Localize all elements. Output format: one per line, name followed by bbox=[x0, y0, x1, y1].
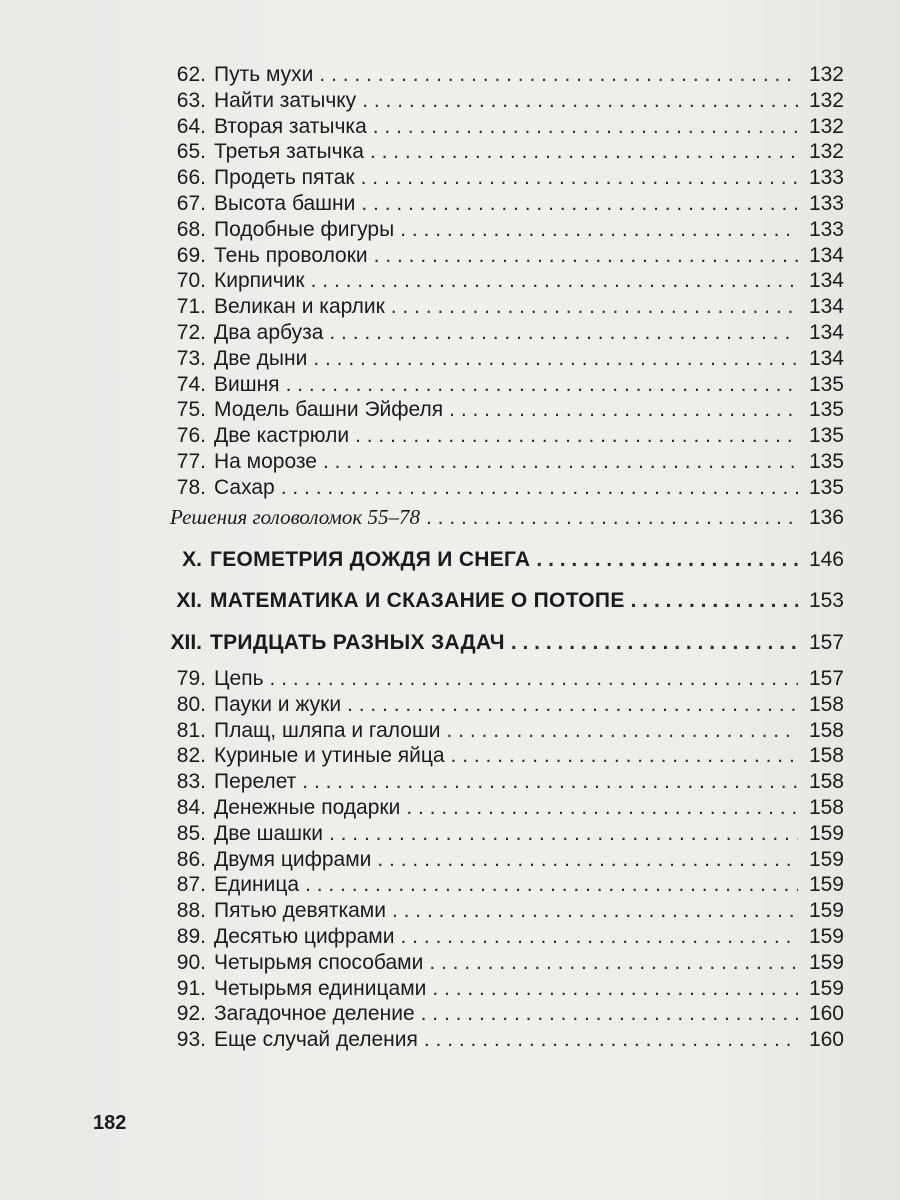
entry-title: Третья затычка bbox=[214, 140, 364, 164]
toc-entry bbox=[118, 1001, 844, 1027]
entry-title: Вишня bbox=[214, 372, 280, 396]
entry-page: 158 bbox=[808, 718, 844, 742]
entry-title: ТРИДЦАТЬ РАЗНЫХ ЗАДАЧ bbox=[210, 631, 505, 655]
entry-page: 158 bbox=[808, 744, 844, 768]
dot-leader bbox=[377, 847, 798, 873]
dot-leader bbox=[449, 397, 798, 423]
dot-leader bbox=[323, 449, 798, 475]
entry-number: 87. bbox=[176, 873, 206, 897]
entry-page: 159 bbox=[808, 950, 844, 974]
toc-entry bbox=[118, 268, 844, 294]
toc-entry bbox=[118, 924, 844, 950]
entry-page: 157 bbox=[808, 666, 844, 690]
dot-leader bbox=[355, 423, 798, 449]
entry-title: Великан и карлик bbox=[214, 295, 385, 319]
entry-page: 132 bbox=[808, 140, 844, 164]
entry-number: 91. bbox=[176, 976, 206, 1000]
dot-leader bbox=[281, 475, 798, 501]
entry-title: Найти затычку bbox=[214, 88, 357, 112]
entry-page: 158 bbox=[808, 692, 844, 716]
entry-number: 64. bbox=[176, 114, 206, 138]
toc-chapter bbox=[118, 630, 844, 656]
toc-entry bbox=[118, 795, 844, 821]
dot-leader bbox=[432, 976, 798, 1002]
toc-entry bbox=[118, 718, 844, 744]
dot-leader bbox=[391, 294, 798, 320]
dot-leader bbox=[426, 505, 798, 531]
entry-number: 67. bbox=[176, 191, 206, 215]
toc-entry bbox=[118, 88, 844, 114]
entry-title: Четырьмя единицами bbox=[214, 976, 427, 1000]
dot-leader bbox=[511, 630, 798, 656]
entry-page: 134 bbox=[808, 346, 844, 370]
entry-title: Решения головоломок 55–78 bbox=[170, 504, 420, 529]
toc-entry bbox=[118, 666, 844, 692]
entry-page: 132 bbox=[808, 63, 844, 86]
entry-title: Пятью девятками bbox=[214, 899, 386, 923]
entry-number: 65. bbox=[176, 140, 206, 164]
entry-number: 72. bbox=[176, 320, 206, 344]
dot-leader bbox=[313, 346, 798, 372]
dot-leader bbox=[319, 62, 798, 88]
dot-leader bbox=[536, 547, 798, 573]
dot-leader bbox=[424, 1027, 798, 1053]
toc-solutions bbox=[118, 505, 844, 531]
entry-page: 153 bbox=[808, 589, 844, 613]
entry-number: 63. bbox=[176, 88, 206, 112]
entry-title: ГЕОМЕТРИЯ ДОЖДЯ И СНЕГА bbox=[210, 547, 531, 571]
dot-leader bbox=[429, 950, 798, 976]
entry-page: 159 bbox=[808, 899, 844, 923]
entry-title: Высота башни bbox=[214, 191, 356, 215]
entry-title: Две дыни bbox=[214, 346, 308, 370]
dot-leader bbox=[329, 821, 798, 847]
entry-page: 159 bbox=[808, 976, 844, 1000]
dot-leader bbox=[400, 217, 798, 243]
entry-title: Пауки и жуки bbox=[214, 692, 342, 716]
entry-number: 80. bbox=[176, 692, 206, 716]
entry-number: 68. bbox=[176, 217, 206, 241]
entry-title: Сахар bbox=[214, 475, 275, 499]
toc-entry bbox=[118, 372, 844, 398]
toc-entry bbox=[118, 872, 844, 898]
entry-page: 135 bbox=[808, 398, 844, 422]
toc-entry bbox=[118, 191, 844, 217]
dot-leader bbox=[370, 139, 798, 165]
dot-leader bbox=[362, 88, 798, 114]
toc-entry bbox=[118, 243, 844, 269]
page-number: 182 bbox=[93, 1112, 127, 1134]
entry-title: МАТЕМАТИКА И СКАЗАНИЕ О ПОТОПЕ bbox=[210, 589, 625, 613]
entry-page: 134 bbox=[808, 243, 844, 267]
entry-title: Четырьмя способами bbox=[214, 950, 424, 974]
entry-number: 77. bbox=[176, 449, 206, 473]
entry-title: Тень проволоки bbox=[214, 243, 368, 267]
entry-page: 136 bbox=[808, 505, 844, 529]
entry-page: 133 bbox=[808, 217, 844, 241]
entry-number: 92. bbox=[176, 1002, 206, 1026]
entry-number: 93. bbox=[176, 1028, 206, 1052]
entry-number: 74. bbox=[176, 372, 206, 396]
entry-number: 62. bbox=[176, 63, 206, 86]
entry-number: 73. bbox=[176, 346, 206, 370]
entry-title: Плащ, шляпа и галоши bbox=[214, 718, 441, 742]
dot-leader bbox=[270, 666, 798, 692]
toc-entry bbox=[118, 397, 844, 423]
toc-entry bbox=[118, 976, 844, 1002]
entry-title: Модель башни Эйфеля bbox=[214, 398, 444, 422]
entry-title: Две кастрюли bbox=[214, 424, 350, 448]
entry-number: 90. bbox=[176, 950, 206, 974]
entry-title: Двумя цифрами bbox=[214, 847, 372, 871]
entry-title: Денежные подарки bbox=[214, 795, 401, 819]
entry-title: Перелет bbox=[214, 770, 297, 794]
toc-entry bbox=[118, 320, 844, 346]
toc-chapter bbox=[118, 547, 844, 573]
entry-page: 135 bbox=[808, 424, 844, 448]
toc-entry bbox=[118, 165, 844, 191]
entry-title: Вторая затычка bbox=[214, 114, 367, 138]
entry-title: Подобные фигуры bbox=[214, 217, 395, 241]
entry-page: 135 bbox=[808, 475, 844, 499]
dot-leader bbox=[311, 268, 798, 294]
entry-title: Десятью цифрами bbox=[214, 924, 395, 948]
dot-leader bbox=[302, 769, 798, 795]
entry-number: 82. bbox=[176, 744, 206, 768]
toc-entry bbox=[118, 475, 844, 501]
toc-entry bbox=[118, 950, 844, 976]
dot-leader bbox=[406, 795, 798, 821]
entry-page: 160 bbox=[808, 1028, 844, 1052]
entry-title: Еще случай деления bbox=[214, 1028, 418, 1052]
entry-title: Загадочное деление bbox=[214, 1002, 415, 1026]
toc-entry bbox=[118, 62, 844, 88]
entry-title: Кирпичик bbox=[214, 269, 305, 293]
entry-page: 146 bbox=[808, 547, 844, 571]
toc-entry bbox=[118, 294, 844, 320]
entry-page: 132 bbox=[808, 114, 844, 138]
entry-page: 135 bbox=[808, 449, 844, 473]
toc-entry bbox=[118, 769, 844, 795]
entry-page: 159 bbox=[808, 821, 844, 845]
entry-page: 160 bbox=[808, 1002, 844, 1026]
entry-title: На морозе bbox=[214, 449, 317, 473]
entry-number: 85. bbox=[176, 821, 206, 845]
entry-page: 159 bbox=[808, 873, 844, 897]
dot-leader bbox=[361, 165, 798, 191]
entry-number: 83. bbox=[176, 770, 206, 794]
entry-page: 159 bbox=[808, 847, 844, 871]
toc-entry bbox=[118, 449, 844, 475]
entry-title: Путь мухи bbox=[214, 63, 314, 86]
dot-leader bbox=[373, 114, 798, 140]
entry-title: Цепь bbox=[214, 666, 264, 690]
entry-number: X. bbox=[182, 547, 202, 571]
entry-number: 66. bbox=[176, 166, 206, 190]
entry-page: 134 bbox=[808, 295, 844, 319]
entry-page: 135 bbox=[808, 372, 844, 396]
entry-number: 88. bbox=[176, 899, 206, 923]
dot-leader bbox=[286, 372, 798, 398]
entry-number: 71. bbox=[176, 295, 206, 319]
entry-number: 86. bbox=[176, 847, 206, 871]
entry-number: XII. bbox=[170, 631, 202, 655]
entry-number: 75. bbox=[176, 398, 206, 422]
entry-title: Единица bbox=[214, 873, 300, 897]
toc-entry bbox=[118, 692, 844, 718]
toc-entry bbox=[118, 114, 844, 140]
entry-page: 134 bbox=[808, 269, 844, 293]
dot-leader bbox=[347, 692, 798, 718]
entry-title: Две шашки bbox=[214, 821, 323, 845]
entry-number: 70. bbox=[176, 269, 206, 293]
dot-leader bbox=[374, 243, 798, 269]
table-of-contents bbox=[118, 62, 844, 1053]
dot-leader bbox=[305, 872, 798, 898]
dot-leader bbox=[400, 924, 798, 950]
entry-number: XI. bbox=[176, 589, 202, 613]
entry-number: 78. bbox=[176, 475, 206, 499]
entry-page: 134 bbox=[808, 320, 844, 344]
dot-leader bbox=[329, 320, 798, 346]
toc-entry bbox=[118, 743, 844, 769]
entry-number: 69. bbox=[176, 243, 206, 267]
dot-leader bbox=[392, 898, 798, 924]
entry-number: 81. bbox=[176, 718, 206, 742]
entry-page: 159 bbox=[808, 924, 844, 948]
entry-number: 76. bbox=[176, 424, 206, 448]
dot-leader bbox=[421, 1001, 798, 1027]
toc-entry bbox=[118, 139, 844, 165]
entry-title: Куриные и утиные яйца bbox=[214, 744, 445, 768]
entry-title: Два арбуза bbox=[214, 320, 324, 344]
entry-number: 89. bbox=[176, 924, 206, 948]
toc-chapter bbox=[118, 588, 844, 614]
entry-page: 133 bbox=[808, 166, 844, 190]
entry-page: 133 bbox=[808, 191, 844, 215]
entry-page: 158 bbox=[808, 795, 844, 819]
entry-title: Продеть пятак bbox=[214, 166, 355, 190]
entry-number: 79. bbox=[176, 666, 206, 690]
toc-entry bbox=[118, 423, 844, 449]
dot-leader bbox=[447, 718, 798, 744]
toc-entry bbox=[118, 1027, 844, 1053]
dot-leader bbox=[631, 588, 798, 614]
entry-page: 132 bbox=[808, 88, 844, 112]
entry-number: 84. bbox=[176, 795, 206, 819]
entry-page: 158 bbox=[808, 770, 844, 794]
toc-entry bbox=[118, 217, 844, 243]
toc-entry bbox=[118, 847, 844, 873]
entry-page: 157 bbox=[808, 631, 844, 655]
dot-leader bbox=[451, 743, 798, 769]
toc-entry bbox=[118, 898, 844, 924]
toc-entry bbox=[118, 346, 844, 372]
dot-leader bbox=[361, 191, 798, 217]
toc-entry bbox=[118, 821, 844, 847]
